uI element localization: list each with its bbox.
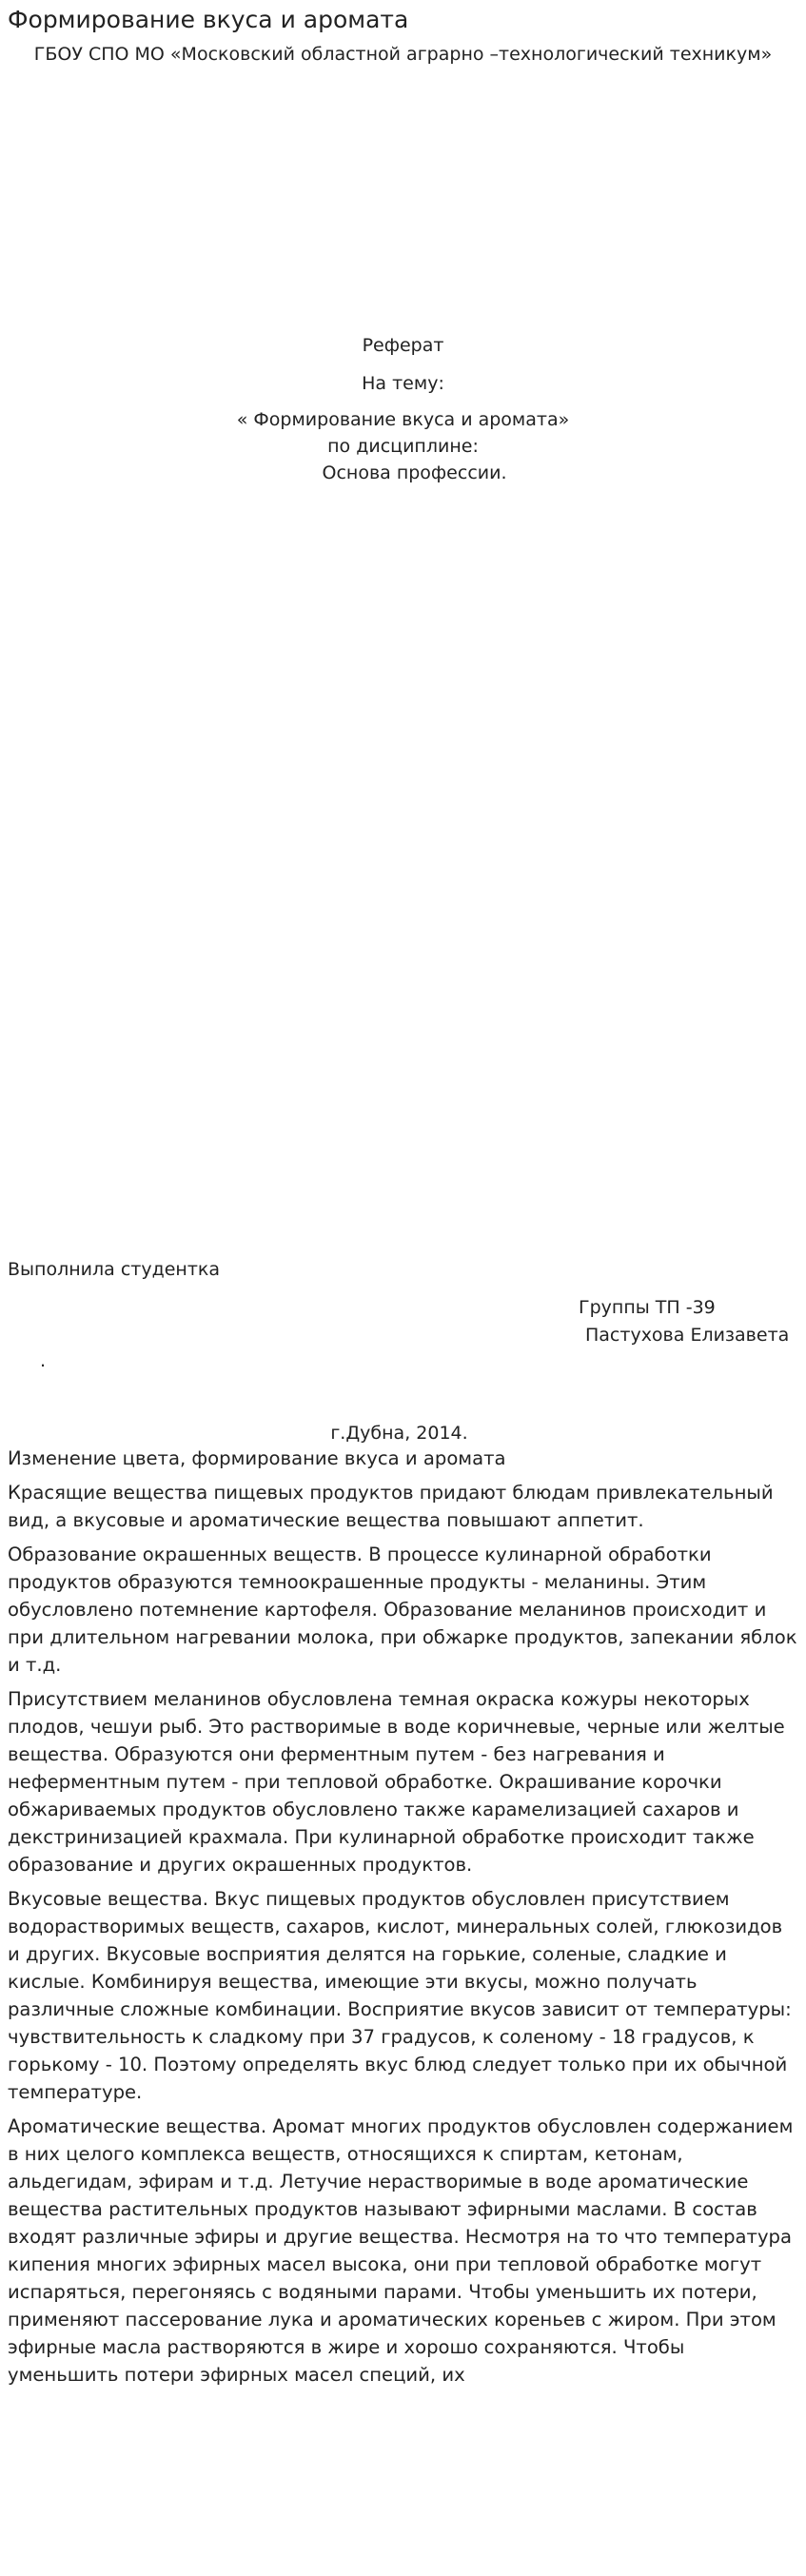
paragraph: Образование окрашенных веществ. В процессе кулинарной обработки продуктов образуются темноокрашенные продукты - меланины. Этим обусловлено потемнение картофеля. Образование меланинов происходит и при длительном нагревании молока, при обжарке продуктов, запекании яблок и т.д. (8, 1544, 797, 1676)
document-title: Формирование вкуса и аромата (8, 6, 409, 33)
paragraph: Вкусовые вещества. Вкус пищевых продуктов обусловлен присутствием водорастворимых веществ, сахаров, кислот, минеральных солей, глюкозидов и других. Вкусовые восприятия делятся на горькие, соленые, сладкие и кислые. Комбинируя вещества, имеющие эти вкусы, можно получать различные сложные комбинации. Восприятие вкусов зависит от температуры: чувствительность к сладкому при 37 градусов, к соленому - 18 градусов, к горькому - 10. Поэтому определять вкус блюд следует только при их обычной температуре. (8, 1888, 792, 2103)
institution-name: ГБОУ СПО МО «Московский областной аграрно –технологический техникум» (33, 44, 773, 65)
author-name: Пастухова Елизавета (585, 1325, 790, 1346)
author-label: Выполнила студентка (8, 1259, 221, 1280)
student-group: Группы ТП -39 (579, 1297, 716, 1318)
paragraph: Красящие вещества пищевых продуктов придают блюдам привлекательный вид, а вкусовые и ароматические вещества повышают аппетит. (8, 1482, 774, 1531)
discipline-name: Основа профессии. (322, 462, 507, 483)
discipline-label: по дисциплине: (327, 436, 479, 457)
report-body (8, 1445, 799, 2395)
section-heading: Изменение цвета, формирование вкуса и аромата (8, 1447, 506, 1469)
report-topic: « Формирование вкуса и аромата» (236, 409, 570, 430)
topic-label: На тему: (362, 373, 444, 394)
stray-dot: . (40, 1350, 47, 1371)
paragraph: Присутствием меланинов обусловлена темная окраска кожуры некоторых плодов, чешуи рыб. Это растворимые в воде коричневые, черные или желтые вещества. Образуются они ферментным путем - без нагревания и неферментным путем - при тепловой обработке. Окрашивание корочки обжариваемых продуктов обусловлено также карамелизацией сахаров и декстринизацией крахмала. При кулинарной обработке происходит также образование и других окрашенных продуктов. (8, 1688, 785, 1876)
city-year: г.Дубна, 2014. (330, 1423, 468, 1444)
paragraph: Ароматические вещества. Аромат многих продуктов обусловлен содержанием в них целого комплекса веществ, относящихся к спиртам, кетонам, альдегидам, эфирам и т.д. Летучие нерастворимые в воде ароматические вещества растительных продуктов называют эфирными маслами. В состав входят различные эфиры и другие вещества. Несмотря на то что температура кипения многих эфирных масел высока, они при тепловой обработке могут испаряться, перегоняясь с водяными парами. Чтобы уменьшить их потери, применяют пассерование лука и ароматических кореньев с жиром. При этом эфирные масла растворяются в жире и хорошо сохраняются. Чтобы уменьшить потери эфирных масел специй, их (8, 2115, 794, 2386)
report-type-label: Реферат (362, 335, 444, 356)
